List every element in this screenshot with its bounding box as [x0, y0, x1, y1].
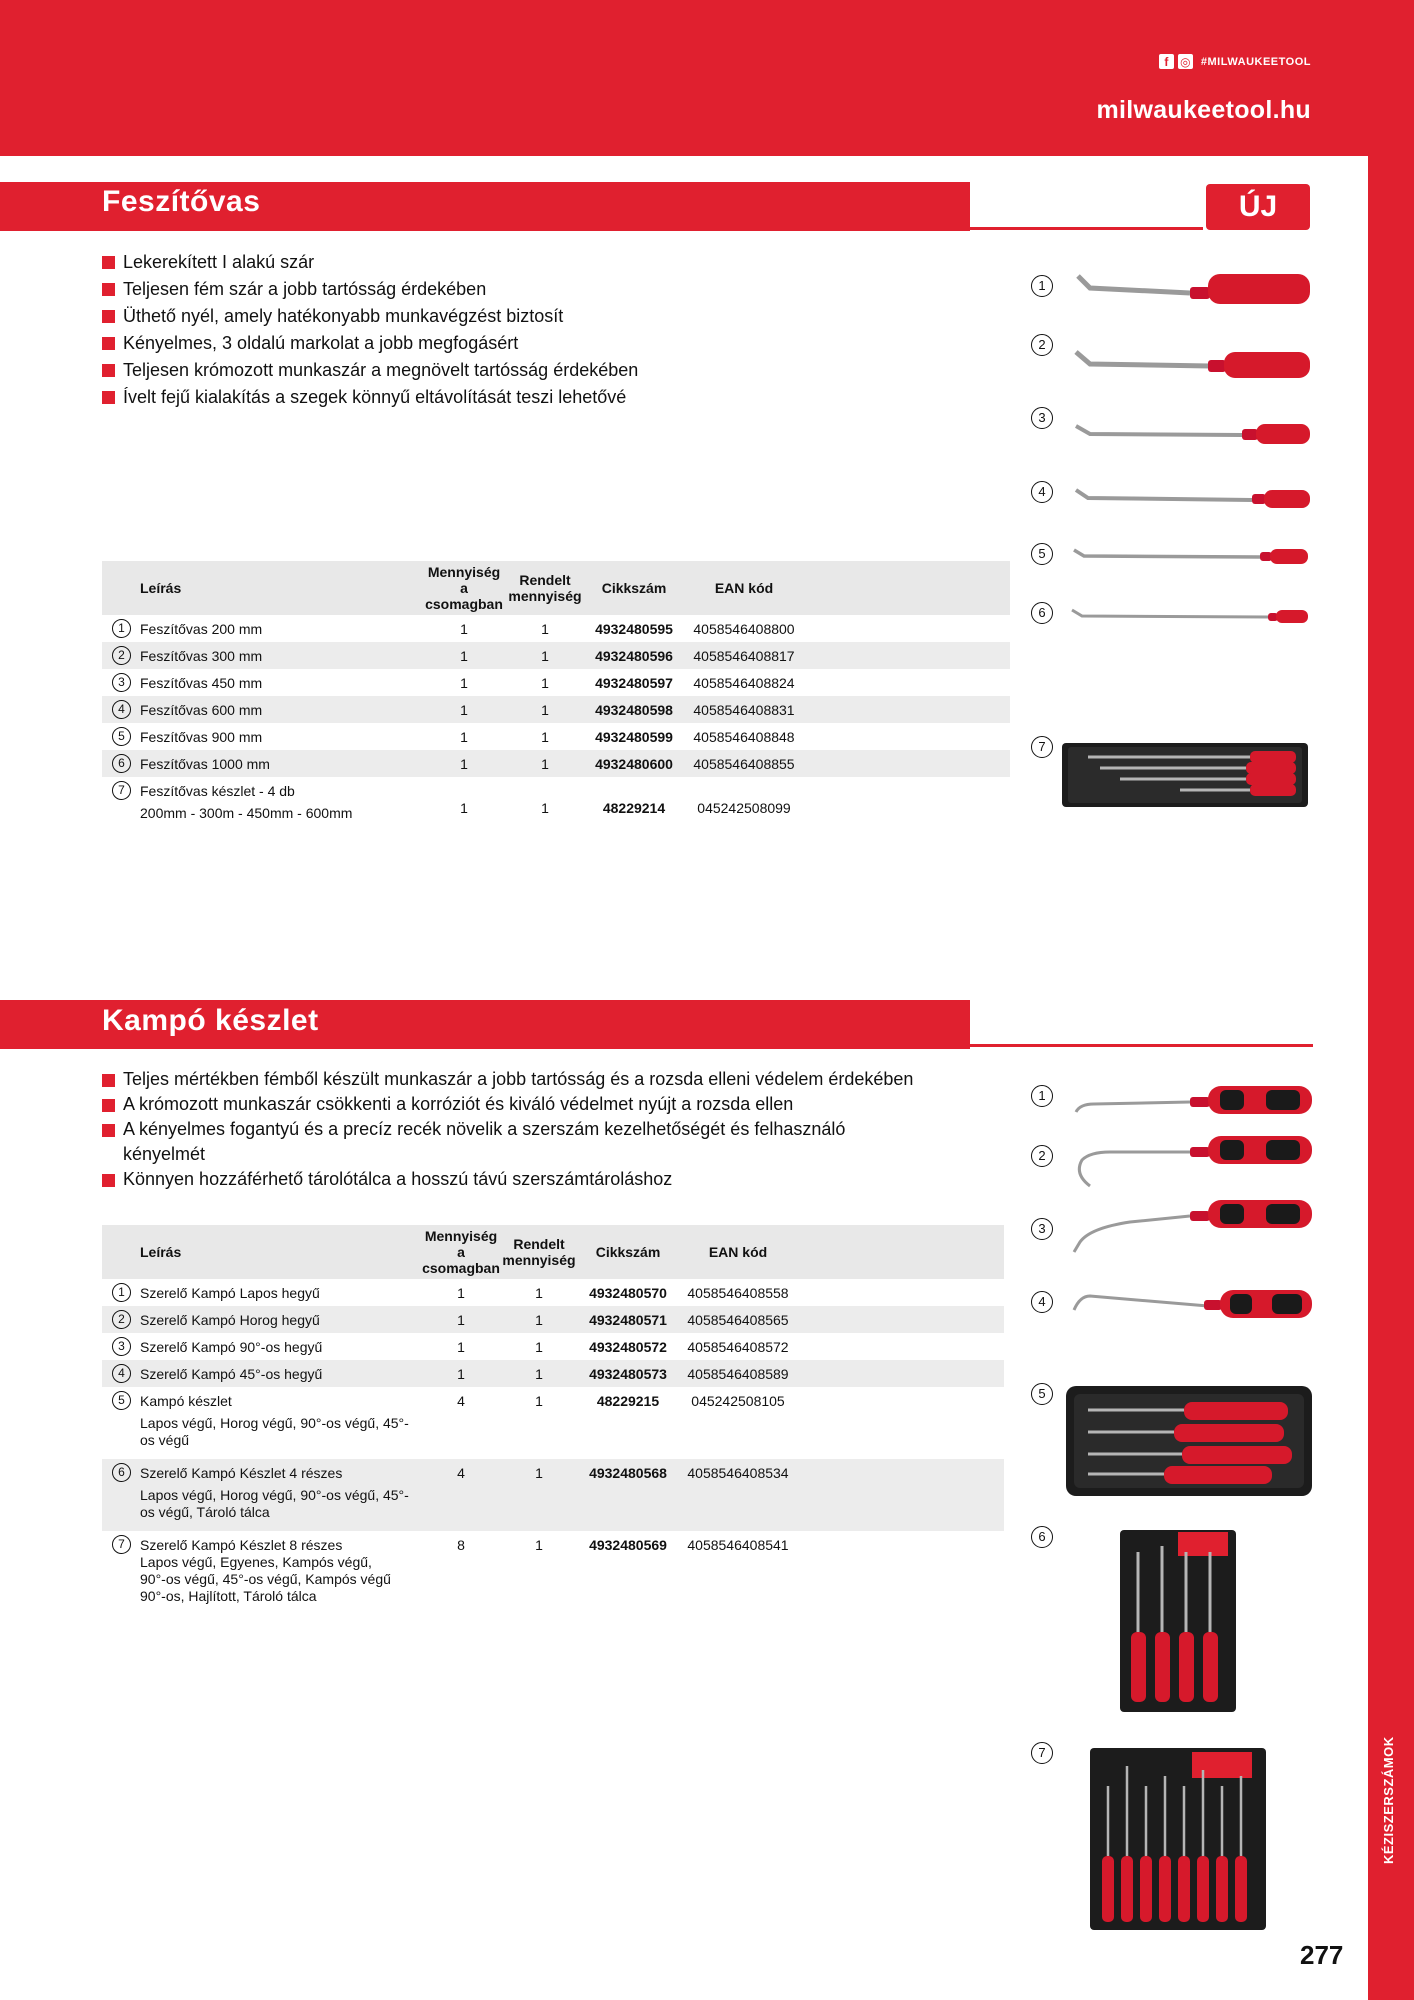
- pry-bar-1000-image: [1070, 606, 1315, 628]
- section2-rule: [970, 1044, 1313, 1047]
- row-number: 4: [112, 1364, 131, 1383]
- section1-bullets: [102, 249, 638, 411]
- list-item: Teljes mértékben fémből készült munkaszár a jobb tartósság és a rozsda elleni védelem érdekében: [102, 1067, 982, 1092]
- row-number: 7: [112, 1535, 131, 1554]
- col-header-code: Cikkszám: [584, 561, 684, 615]
- image-number: 5: [1031, 1383, 1053, 1405]
- row-number: 3: [112, 673, 131, 692]
- list-item: Lekerekített I alakú szár: [102, 249, 638, 276]
- image-number: 6: [1031, 1526, 1053, 1548]
- section1-title: Feszítővas: [102, 185, 261, 218]
- col-header-desc: Leírás: [102, 561, 422, 615]
- bullet-square-icon: [102, 283, 115, 296]
- image-number: 3: [1031, 1218, 1053, 1240]
- pry-bar-300-image: [1070, 348, 1315, 384]
- table-row: 5 Kampó készlet Lapos végű, Horog végű, 90°-os végű, 45°-os végű 4 1 48229215 045242508105: [102, 1387, 1004, 1459]
- bullet-square-icon: [102, 1074, 115, 1087]
- table-row: 4 Szerelő Kampó 45°-os hegyű 1 1 4932480573 4058546408589: [102, 1360, 1004, 1387]
- row-number: 2: [112, 1310, 131, 1329]
- pry-bar-200-image: [1070, 268, 1315, 308]
- section2-bullets: [102, 1067, 982, 1192]
- hook-set-4-tray-image: [1116, 1528, 1240, 1714]
- col-header-qty-pack: Mennyiség a csomagban: [422, 561, 506, 615]
- row-number: 6: [112, 1463, 131, 1482]
- row-number: 1: [112, 619, 131, 638]
- list-item: Könnyen hozzáférhető tárolótálca a hosszú távú szerszámtároláshoz: [102, 1167, 982, 1192]
- bullet-square-icon: [102, 1124, 115, 1137]
- hook-set-4-image: [1064, 1382, 1314, 1500]
- image-number: 6: [1031, 602, 1053, 624]
- image-number: 3: [1031, 407, 1053, 429]
- table-row: 5 Feszítővas 900 mm 1 1 4932480599 4058546408848: [102, 723, 1010, 750]
- bullet-square-icon: [102, 337, 115, 350]
- image-number: 4: [1031, 481, 1053, 503]
- section1-product-table: [102, 561, 1010, 833]
- list-item: Kényelmes, 3 oldalú markolat a jobb megfogásért: [102, 330, 638, 357]
- table-row: 7 Szerelő Kampó Készlet 8 részes Lapos végű, Egyenes, Kampós végű, 90°-os végű, 45°-os végű, Kampós végű 90°-os, Hajlított, Tároló tálca 8 1 4932480569 4058546408541: [102, 1531, 1004, 1611]
- row-number: 6: [112, 754, 131, 773]
- table-row: 1 Feszítővas 200 mm 1 1 4932480595 4058546408800: [102, 615, 1010, 642]
- image-number: 5: [1031, 543, 1053, 565]
- hook-set-8-tray-image: [1088, 1746, 1268, 1932]
- table-header-row: [102, 561, 1010, 615]
- section1-rule: [970, 227, 1203, 230]
- facebook-icon[interactable]: f: [1159, 54, 1174, 69]
- new-badge: ÚJ: [1206, 184, 1310, 230]
- image-number: 4: [1031, 1291, 1053, 1313]
- hook-curved-image: [1070, 1134, 1315, 1194]
- table-header-row: [102, 1225, 1004, 1279]
- list-item: Ívelt fejű kialakítás a szegek könnyű eltávolítását teszi lehetővé: [102, 384, 638, 411]
- section2-title: Kampó készlet: [102, 1004, 319, 1037]
- col-header-code: Cikkszám: [578, 1225, 678, 1279]
- list-item: Teljesen krómozott munkaszár a megnövelt tartósság érdekében: [102, 357, 638, 384]
- table-row: 7 Feszítővas készlet - 4 db 200mm - 300m - 450mm - 600mm 1 1 48229214 045242508099: [102, 777, 1010, 833]
- pry-bar-900-image: [1070, 545, 1315, 569]
- row-number: 5: [112, 727, 131, 746]
- image-number: 1: [1031, 275, 1053, 297]
- col-header-order-qty: Rendelt mennyiség: [506, 561, 584, 615]
- table-row: 6 Feszítővas 1000 mm 1 1 4932480600 4058546408855: [102, 750, 1010, 777]
- table-row: 3 Feszítővas 450 mm 1 1 4932480597 4058546408824: [102, 669, 1010, 696]
- image-number: 7: [1031, 736, 1053, 758]
- bullet-square-icon: [102, 256, 115, 269]
- pry-bar-600-image: [1070, 484, 1315, 514]
- category-side-label: KÉZISZERSZÁMOK: [1381, 1736, 1396, 1864]
- table-row: 2 Szerelő Kampó Horog hegyű 1 1 4932480571 4058546408565: [102, 1306, 1004, 1333]
- table-row: 3 Szerelő Kampó 90°-os hegyű 1 1 4932480572 4058546408572: [102, 1333, 1004, 1360]
- col-header-qty-pack: Mennyiség a csomagban: [422, 1225, 500, 1279]
- row-number: 2: [112, 646, 131, 665]
- bullet-square-icon: [102, 391, 115, 404]
- col-header-ean: EAN kód: [678, 1225, 798, 1279]
- section2-product-table: [102, 1225, 1004, 1611]
- side-band: [1368, 156, 1414, 2000]
- bullet-square-icon: [102, 364, 115, 377]
- col-header-desc: Leírás: [102, 1225, 422, 1279]
- hashtag: #MILWAUKEETOOL: [1200, 55, 1311, 68]
- row-number: 5: [112, 1391, 131, 1410]
- row-number: 1: [112, 1283, 131, 1302]
- instagram-icon[interactable]: ◎: [1178, 54, 1193, 69]
- col-header-ean: EAN kód: [684, 561, 804, 615]
- image-number: 1: [1031, 1085, 1053, 1107]
- bullet-square-icon: [102, 310, 115, 323]
- bullet-square-icon: [102, 1099, 115, 1112]
- table-row: 4 Feszítővas 600 mm 1 1 4932480598 4058546408831: [102, 696, 1010, 723]
- table-row: 6 Szerelő Kampó Készlet 4 részes Lapos végű, Horog végű, 90°-os végű, 45°-os végű, Tároló tálca 4 1 4932480568 4058546408534: [102, 1459, 1004, 1531]
- hook-flat-image: [1070, 1078, 1315, 1116]
- col-header-order-qty: Rendelt mennyiség: [500, 1225, 578, 1279]
- row-number: 7: [112, 781, 131, 800]
- bullet-square-icon: [102, 1174, 115, 1187]
- pry-bar-set-image: [1060, 737, 1310, 809]
- row-number: 4: [112, 700, 131, 719]
- row-number: 3: [112, 1337, 131, 1356]
- list-item: Üthető nyél, amely hatékonyabb munkavégzést biztosít: [102, 303, 638, 330]
- image-number: 2: [1031, 334, 1053, 356]
- social-links: [1159, 54, 1311, 69]
- table-row: 1 Szerelő Kampó Lapos hegyű 1 1 4932480570 4058546408558: [102, 1279, 1004, 1306]
- list-item: Teljesen fém szár a jobb tartósság érdekében: [102, 276, 638, 303]
- image-number: 2: [1031, 1145, 1053, 1167]
- hook-90-image: [1070, 1198, 1315, 1258]
- pry-bar-450-image: [1070, 420, 1315, 450]
- website-link[interactable]: milwaukeetool.hu: [1096, 96, 1311, 124]
- image-number: 7: [1031, 1742, 1053, 1764]
- list-item: A kényelmes fogantyú és a precíz recék növelik a szerszám kezelhetőségét és felhasználó kényelmét: [102, 1117, 982, 1167]
- table-row: 2 Feszítővas 300 mm 1 1 4932480596 4058546408817: [102, 642, 1010, 669]
- hook-45-image: [1070, 1284, 1315, 1324]
- page-number: 277: [1300, 1940, 1344, 1970]
- list-item: A krómozott munkaszár csökkenti a korróziót és kiváló védelmet nyújt a rozsda ellen: [102, 1092, 982, 1117]
- header-band: [0, 0, 1414, 156]
